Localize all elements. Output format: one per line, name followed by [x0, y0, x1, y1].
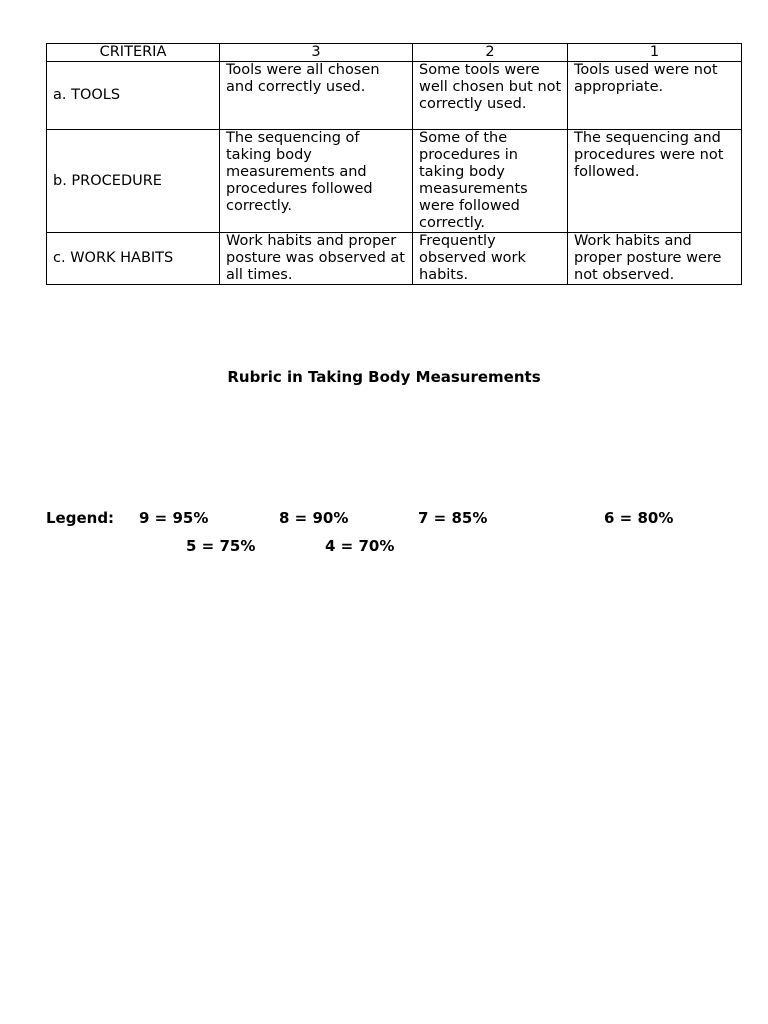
- header-score-1: 1: [568, 44, 742, 62]
- score-2-cell: Some tools were well chosen but not correctly used.: [413, 62, 568, 130]
- legend-item: 5 = 75%: [186, 537, 256, 555]
- score-3-cell: Tools were all chosen and correctly used.: [220, 62, 413, 130]
- legend-item: 7 = 85%: [418, 509, 488, 527]
- score-2-cell: Frequently observed work habits.: [413, 233, 568, 285]
- score-2-cell: Some of the procedures in taking body measurements were followed correctly.: [413, 130, 568, 233]
- score-3-cell: The sequencing of taking body measurements and procedures followed correctly.: [220, 130, 413, 233]
- rubric-row-work-habits: [47, 233, 742, 285]
- score-3-cell: Work habits and proper posture was observed at all times.: [220, 233, 413, 285]
- rubric-row-tools: [47, 62, 742, 130]
- criteria-cell: c. WORK HABITS: [47, 233, 220, 285]
- rubric-table: [46, 43, 742, 285]
- legend-item: 6 = 80%: [604, 509, 674, 527]
- legend-item: 8 = 90%: [279, 509, 349, 527]
- score-1-cell: Tools used were not appropriate.: [568, 62, 742, 130]
- rubric-row-procedure: [47, 130, 742, 233]
- score-1-cell: The sequencing and procedures were not followed.: [568, 130, 742, 233]
- criteria-cell: a. TOOLS: [47, 62, 220, 130]
- legend-item: 9 = 95%: [139, 509, 209, 527]
- rubric-title: Rubric in Taking Body Measurements: [227, 368, 541, 386]
- rubric-header-row: [47, 44, 742, 62]
- legend-item: 4 = 70%: [325, 537, 395, 555]
- criteria-cell: b. PROCEDURE: [47, 130, 220, 233]
- legend-label: Legend:: [46, 509, 115, 527]
- score-1-cell: Work habits and proper posture were not observed.: [568, 233, 742, 285]
- header-score-2: 2: [413, 44, 568, 62]
- header-score-3: 3: [220, 44, 413, 62]
- header-criteria: CRITERIA: [47, 44, 220, 62]
